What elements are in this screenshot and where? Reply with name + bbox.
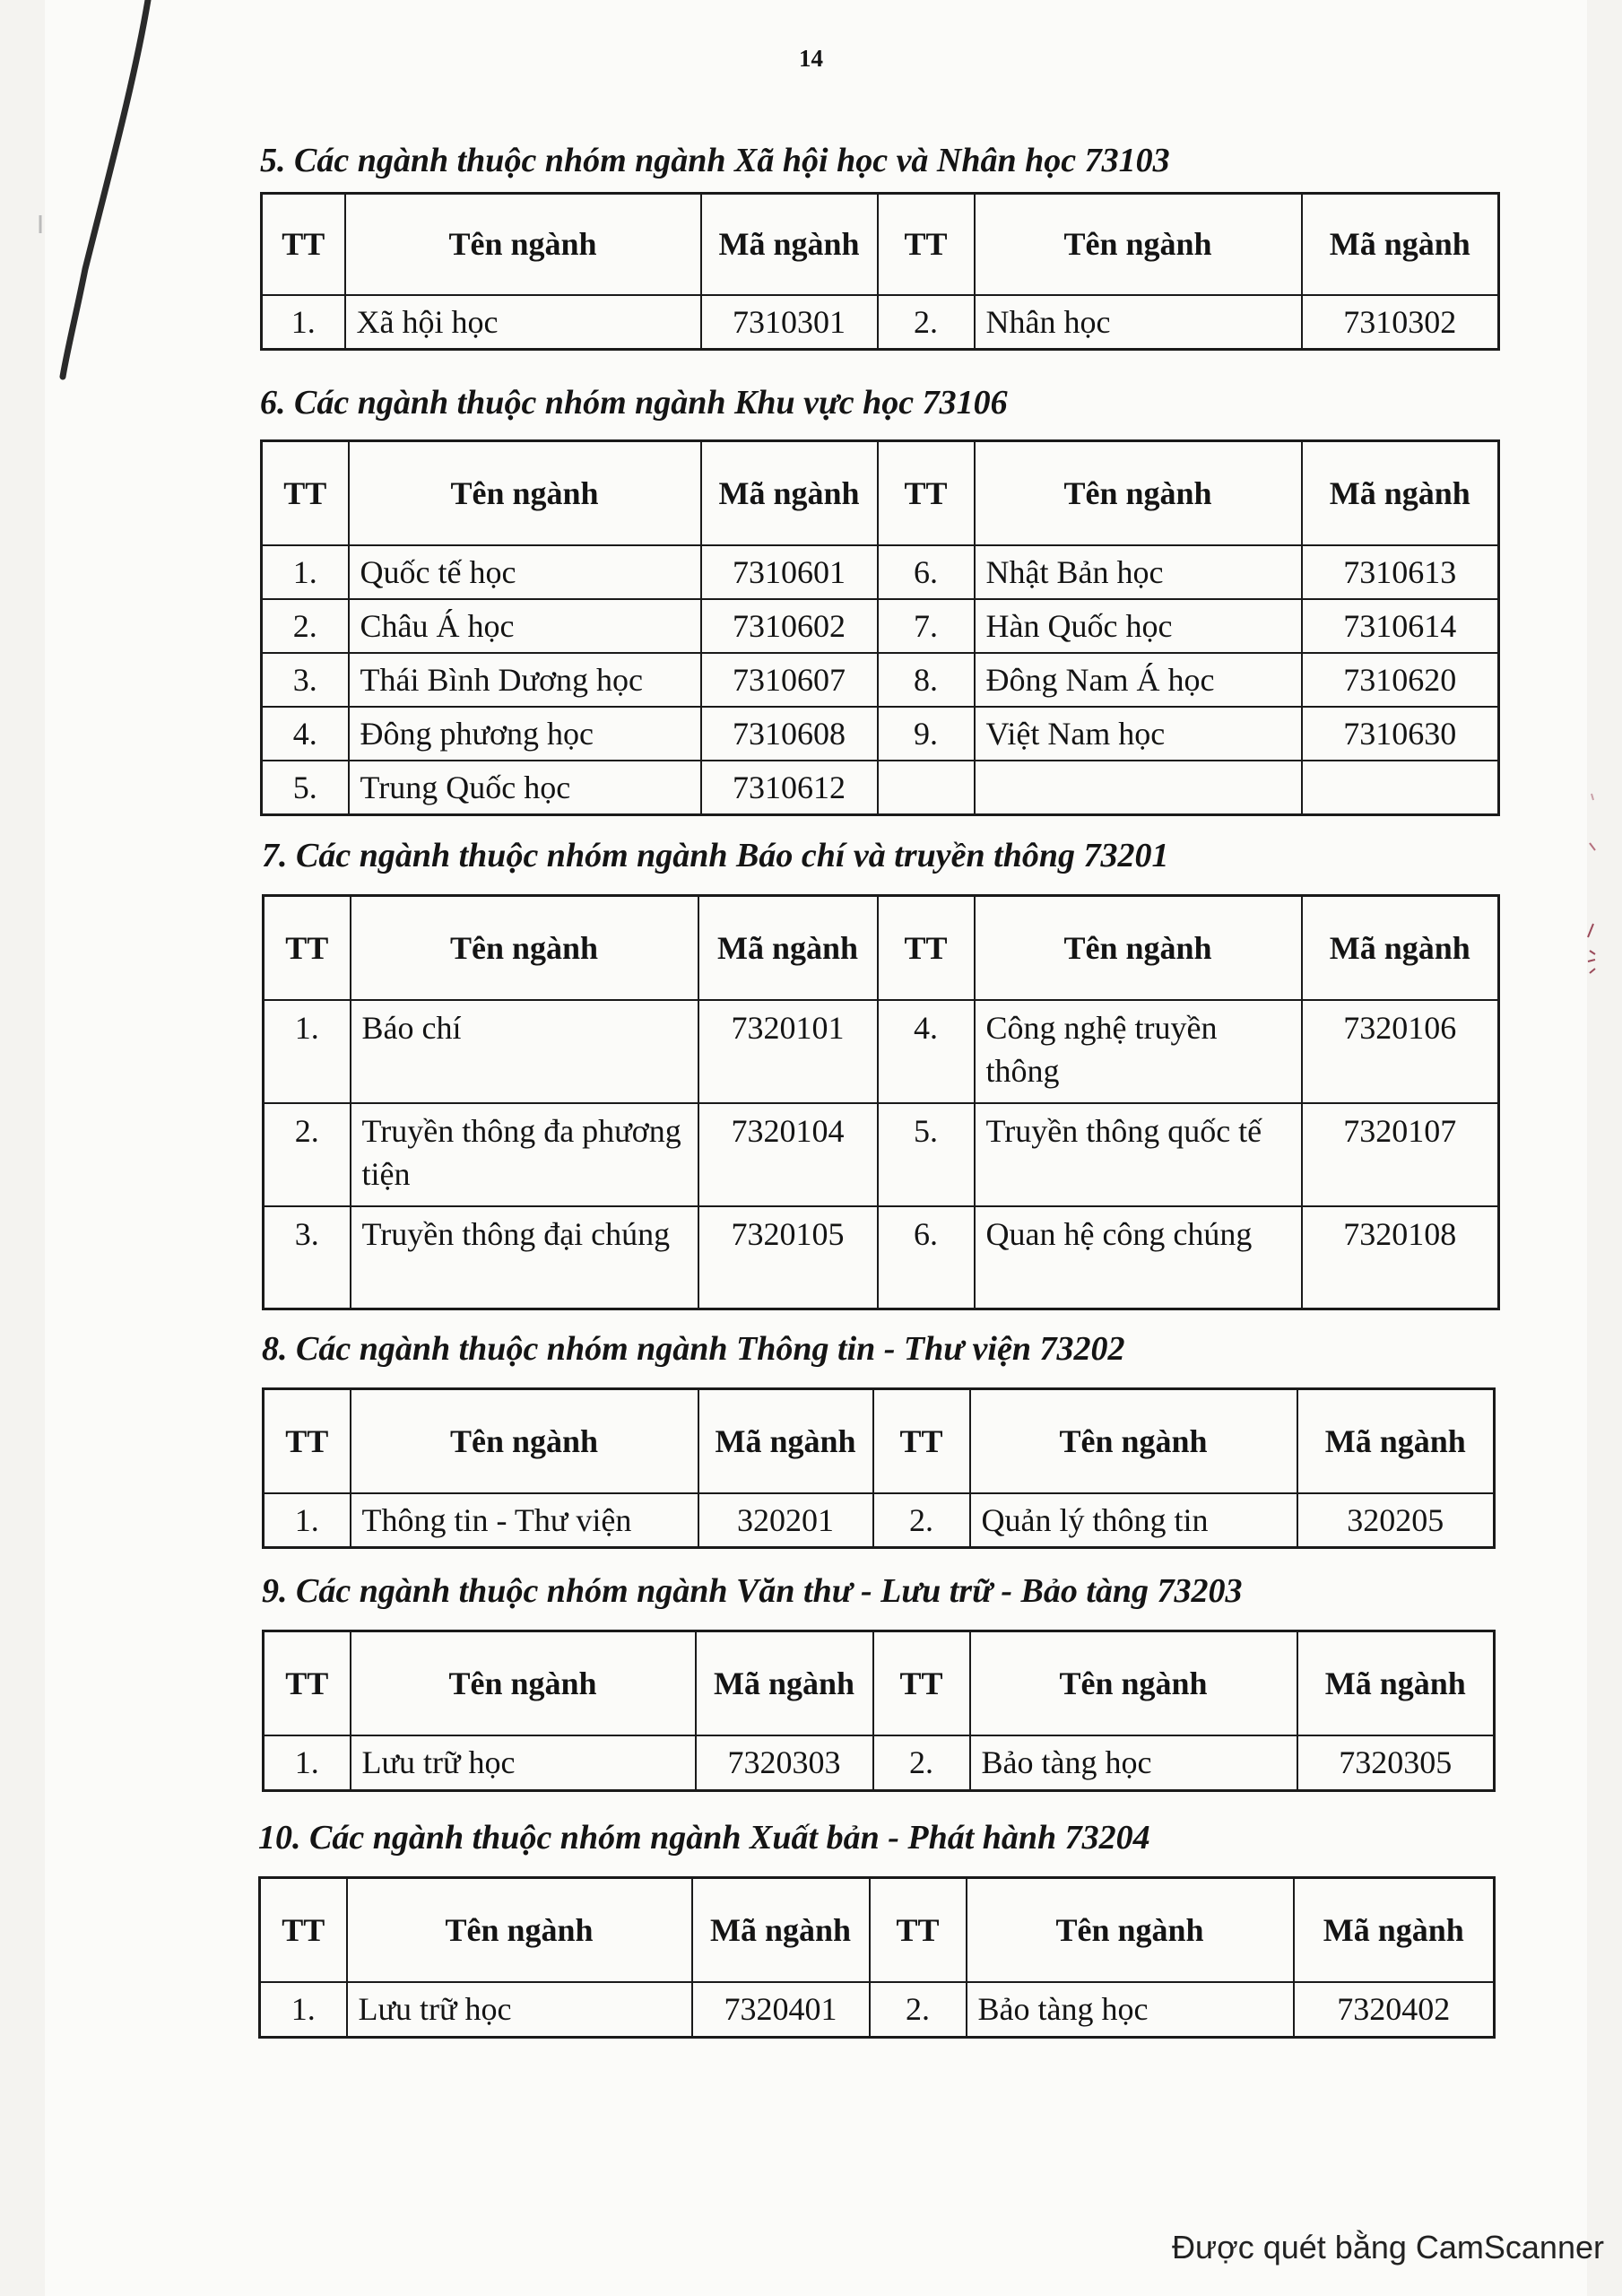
cell-tt: 3. xyxy=(264,1206,351,1309)
section-6 xyxy=(260,377,1497,816)
table-header-row xyxy=(260,1878,1495,1982)
scan-artifact-marks xyxy=(1574,789,1609,1022)
header-code: Mã ngành xyxy=(698,1389,873,1493)
header-code: Mã ngành xyxy=(701,194,878,295)
cell-name: Quản lý thông tin xyxy=(970,1493,1297,1548)
section-title: 8. Các ngành thuộc nhóm ngành Thông tin - Thư viện 73202 xyxy=(262,1330,1125,1368)
table-header-row xyxy=(262,194,1499,295)
table-row xyxy=(264,1103,1499,1206)
cell-code: 7310630 xyxy=(1302,707,1499,761)
cell-tt: 6. xyxy=(878,1206,975,1309)
majors-table xyxy=(262,894,1500,1310)
cell-name: Thái Bình Dương học xyxy=(349,653,701,707)
cell-code: 7320108 xyxy=(1302,1206,1499,1309)
cell-code: 7320106 xyxy=(1302,1000,1499,1103)
cell-tt: 1. xyxy=(260,1982,347,2038)
cell-tt: 1. xyxy=(264,1735,351,1791)
header-name: Tên ngành xyxy=(351,1631,696,1735)
cell-code: 7310613 xyxy=(1302,545,1499,599)
cell-code: 7320303 xyxy=(696,1735,873,1791)
header-tt: TT xyxy=(878,194,975,295)
header-tt: TT xyxy=(870,1878,967,1982)
majors-table xyxy=(258,1876,1496,2039)
cell-code: 7310620 xyxy=(1302,653,1499,707)
header-tt: TT xyxy=(262,194,345,295)
cell-tt: 3. xyxy=(262,653,349,707)
header-code: Mã ngành xyxy=(698,896,878,1000)
header-name: Tên ngành xyxy=(975,194,1302,295)
cell-tt: 6. xyxy=(878,545,975,599)
cell-code: 7320107 xyxy=(1302,1103,1499,1206)
cell-tt: 2. xyxy=(878,295,975,350)
header-code: Mã ngành xyxy=(1302,194,1499,295)
majors-table xyxy=(262,1630,1496,1792)
cell-name: Hàn Quốc học xyxy=(975,599,1302,653)
cell-tt: 2. xyxy=(870,1982,967,2038)
table-row xyxy=(260,1982,1495,2038)
cell-name: Đông Nam Á học xyxy=(975,653,1302,707)
header-tt: TT xyxy=(878,441,975,545)
table-row xyxy=(262,599,1499,653)
header-code: Mã ngành xyxy=(692,1878,870,1982)
cell-tt: 8. xyxy=(878,653,975,707)
cell-code: 7310602 xyxy=(701,599,878,653)
cell-tt: 4. xyxy=(878,1000,975,1103)
cell-name: Bảo tàng học xyxy=(970,1735,1297,1791)
header-name: Tên ngành xyxy=(970,1389,1297,1493)
header-code: Mã ngành xyxy=(1297,1389,1495,1493)
header-name: Tên ngành xyxy=(967,1878,1294,1982)
cell-name: Truyền thông quốc tế xyxy=(975,1103,1302,1206)
section-title: 5. Các ngành thuộc nhóm ngành Xã hội học và Nhân học 73103 xyxy=(260,142,1170,179)
cell-code: 320205 xyxy=(1297,1493,1495,1548)
header-name: Tên ngành xyxy=(975,441,1302,545)
majors-table xyxy=(260,192,1500,351)
cell-tt: 5. xyxy=(878,1103,975,1206)
section-10 xyxy=(258,1812,1493,2039)
cell-name: Quốc tế học xyxy=(349,545,701,599)
section-7 xyxy=(262,830,1497,1310)
table-row xyxy=(264,1000,1499,1103)
header-tt: TT xyxy=(260,1878,347,1982)
table-row xyxy=(264,1493,1495,1548)
cell-name: Lưu trữ học xyxy=(347,1982,692,2038)
cell-tt: 2. xyxy=(873,1493,970,1548)
cell-code: 7320104 xyxy=(698,1103,878,1206)
cell-tt: 1. xyxy=(264,1493,351,1548)
cell-name xyxy=(975,761,1302,815)
cell-code: 7310607 xyxy=(701,653,878,707)
table-row xyxy=(262,761,1499,815)
cell-code: 7320105 xyxy=(698,1206,878,1309)
table-row xyxy=(264,1735,1495,1791)
header-tt: TT xyxy=(264,1631,351,1735)
table-row xyxy=(262,545,1499,599)
cell-name: Nhân học xyxy=(975,295,1302,350)
cell-name: Truyền thông đa phương tiện xyxy=(351,1103,698,1206)
section-8 xyxy=(262,1323,1493,1549)
header-code: Mã ngành xyxy=(696,1631,873,1735)
cell-name: Việt Nam học xyxy=(975,707,1302,761)
table-header-row xyxy=(264,896,1499,1000)
majors-table xyxy=(260,439,1500,816)
cell-tt: 2. xyxy=(873,1735,970,1791)
header-name: Tên ngành xyxy=(970,1631,1297,1735)
cell-name: Xã hội học xyxy=(345,295,701,350)
cell-code: 7320305 xyxy=(1297,1735,1495,1791)
header-name: Tên ngành xyxy=(349,441,701,545)
header-name: Tên ngành xyxy=(345,194,701,295)
cell-name: Đông phương học xyxy=(349,707,701,761)
cell-name: Lưu trữ học xyxy=(351,1735,696,1791)
cell-name: Bảo tàng học xyxy=(967,1982,1294,2038)
majors-table xyxy=(262,1387,1496,1549)
cell-tt: 1. xyxy=(264,1000,351,1103)
header-tt: TT xyxy=(262,441,349,545)
header-tt: TT xyxy=(873,1631,970,1735)
section-title: 10. Các ngành thuộc nhóm ngành Xuất bản - Phát hành 73204 xyxy=(258,1819,1150,1857)
section-title: 6. Các ngành thuộc nhóm ngành Khu vực học 73106 xyxy=(260,384,1008,422)
cell-code: 7310301 xyxy=(701,295,878,350)
page-number: 14 xyxy=(799,45,823,72)
cell-name: Châu Á học xyxy=(349,599,701,653)
cell-tt: 5. xyxy=(262,761,349,815)
header-name: Tên ngành xyxy=(351,1389,698,1493)
section-9 xyxy=(262,1565,1493,1792)
table-header-row xyxy=(264,1389,1495,1493)
cell-name: Báo chí xyxy=(351,1000,698,1103)
cell-tt: 4. xyxy=(262,707,349,761)
table-header-row xyxy=(264,1631,1495,1735)
cell-code: 7320101 xyxy=(698,1000,878,1103)
cell-tt: 1. xyxy=(262,545,349,599)
cell-code xyxy=(1302,761,1499,815)
table-row xyxy=(262,295,1499,350)
table-row xyxy=(262,653,1499,707)
section-title: 9. Các ngành thuộc nhóm ngành Văn thư - Lưu trữ - Bảo tàng 73203 xyxy=(262,1572,1243,1610)
header-code: Mã ngành xyxy=(1302,441,1499,545)
table-row xyxy=(264,1206,1499,1309)
cell-code: 7320402 xyxy=(1294,1982,1495,2038)
cell-code: 7310302 xyxy=(1302,295,1499,350)
header-tt: TT xyxy=(264,896,351,1000)
header-tt: TT xyxy=(878,896,975,1000)
section-title: 7. Các ngành thuộc nhóm ngành Báo chí và truyền thông 73201 xyxy=(262,837,1169,874)
cell-tt: 1. xyxy=(262,295,345,350)
header-tt: TT xyxy=(264,1389,351,1493)
cell-name: Trung Quốc học xyxy=(349,761,701,815)
cell-code: 320201 xyxy=(698,1493,873,1548)
header-name: Tên ngành xyxy=(351,896,698,1000)
section-5 xyxy=(260,135,1497,351)
table-header-row xyxy=(262,441,1499,545)
header-code: Mã ngành xyxy=(1297,1631,1495,1735)
cell-tt: 2. xyxy=(264,1103,351,1206)
cell-code: 7310608 xyxy=(701,707,878,761)
scanner-watermark: Được quét bằng CamScanner xyxy=(1172,2229,1604,2266)
cell-name: Công nghệ truyền thông xyxy=(975,1000,1302,1103)
header-name: Tên ngành xyxy=(975,896,1302,1000)
cell-name: Nhật Bản học xyxy=(975,545,1302,599)
header-code: Mã ngành xyxy=(701,441,878,545)
cell-code: 7320401 xyxy=(692,1982,870,2038)
cell-code: 7310612 xyxy=(701,761,878,815)
cell-name: Truyền thông đại chúng xyxy=(351,1206,698,1309)
cell-tt xyxy=(878,761,975,815)
cell-tt: 9. xyxy=(878,707,975,761)
cell-tt: 2. xyxy=(262,599,349,653)
cell-name: Thông tin - Thư viện xyxy=(351,1493,698,1548)
header-name: Tên ngành xyxy=(347,1878,692,1982)
cell-code: 7310614 xyxy=(1302,599,1499,653)
cell-tt: 7. xyxy=(878,599,975,653)
header-tt: TT xyxy=(873,1389,970,1493)
header-code: Mã ngành xyxy=(1294,1878,1495,1982)
cell-code: 7310601 xyxy=(701,545,878,599)
table-row xyxy=(262,707,1499,761)
header-code: Mã ngành xyxy=(1302,896,1499,1000)
cell-name: Quan hệ công chúng xyxy=(975,1206,1302,1309)
